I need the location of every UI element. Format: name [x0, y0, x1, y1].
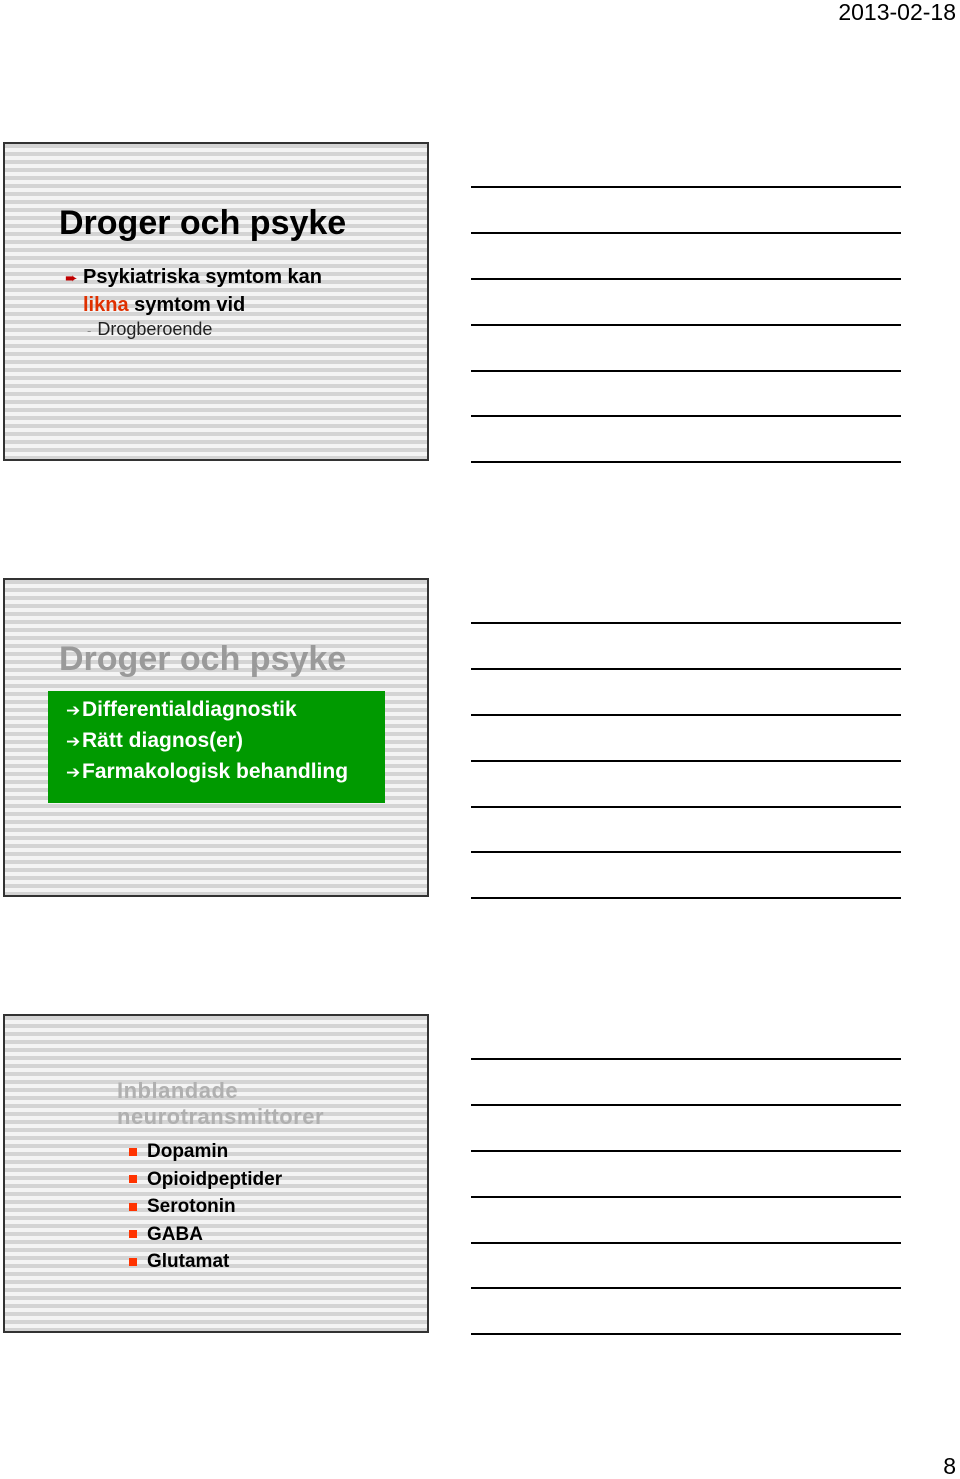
print-date: 2013-02-18: [838, 0, 956, 25]
list-item-text: Serotonin: [147, 1196, 236, 1217]
list-item-text: GABA: [147, 1223, 203, 1245]
notes-line: [471, 851, 901, 853]
list-item-text: Dopamin: [147, 1141, 229, 1162]
notes-line: [471, 1287, 901, 1289]
sub-bullet-text: Drogberoende: [97, 319, 213, 339]
notes-line: [471, 806, 901, 808]
bullet-highlight: likna: [83, 294, 129, 316]
square-bullet-icon: [129, 1203, 137, 1211]
list-item: [129, 1248, 282, 1276]
notes-line: [471, 186, 901, 188]
page-number: 8: [943, 1453, 956, 1479]
square-bullet-icon: [129, 1148, 137, 1156]
notes-line: [471, 461, 901, 463]
notes-line: [471, 1150, 901, 1152]
slide-thumbnail-2: [3, 578, 429, 897]
list-item-text: Glutamat: [147, 1251, 230, 1272]
list-item: [129, 1193, 282, 1221]
neurotransmitter-list: [129, 1138, 282, 1276]
list-item: [66, 698, 297, 722]
arrow-right-icon: ➨: [65, 270, 78, 287]
arrow-right-icon: ➔: [66, 701, 81, 720]
slide-thumbnail-1: [3, 142, 429, 461]
slide-title: Droger och psyke: [59, 204, 347, 242]
notes-line: [471, 1058, 901, 1060]
square-bullet-icon: [129, 1230, 137, 1238]
bullet-item: [65, 264, 322, 318]
list-item: [129, 1138, 282, 1166]
notes-line: [471, 232, 901, 234]
notes-line: [471, 278, 901, 280]
slide-title: Droger och psyke: [59, 640, 347, 678]
notes-line: [471, 1104, 901, 1106]
highlight-box: [48, 691, 385, 803]
list-item-text: Farmakologisk behandling: [82, 760, 349, 783]
slide-thumbnail-3: [3, 1014, 429, 1333]
notes-line: [471, 415, 901, 417]
arrow-right-icon: ➔: [66, 732, 81, 751]
notes-line: [471, 897, 901, 899]
notes-line: [471, 1333, 901, 1335]
notes-line: [471, 1196, 901, 1198]
list-item-text: Opioidpeptider: [147, 1168, 283, 1190]
slide-title-line2: neurotransmittorer: [117, 1104, 325, 1129]
list-item: [66, 760, 348, 784]
notes-line: [471, 760, 901, 762]
list-item: [129, 1166, 282, 1194]
notes-line: [471, 1242, 901, 1244]
sub-bullet-item: [87, 319, 212, 340]
notes-line: [471, 622, 901, 624]
notes-line: [471, 668, 901, 670]
slide-title-line1: Inblandade: [117, 1078, 239, 1103]
dash-icon: -: [87, 323, 92, 338]
bullet-text-line2: symtom vid: [128, 294, 246, 316]
square-bullet-icon: [129, 1258, 137, 1266]
list-item-text: Differentialdiagnostik: [82, 698, 297, 721]
list-item: [66, 729, 243, 753]
notes-line: [471, 324, 901, 326]
list-item-text: Rätt diagnos(er): [82, 729, 244, 752]
slide-title: [117, 1078, 324, 1130]
arrow-right-icon: ➔: [66, 763, 81, 782]
notes-line: [471, 370, 901, 372]
list-item: [129, 1221, 282, 1249]
square-bullet-icon: [129, 1175, 137, 1183]
notes-line: [471, 714, 901, 716]
bullet-text-line1: Psykiatriska symtom kan: [83, 266, 323, 288]
